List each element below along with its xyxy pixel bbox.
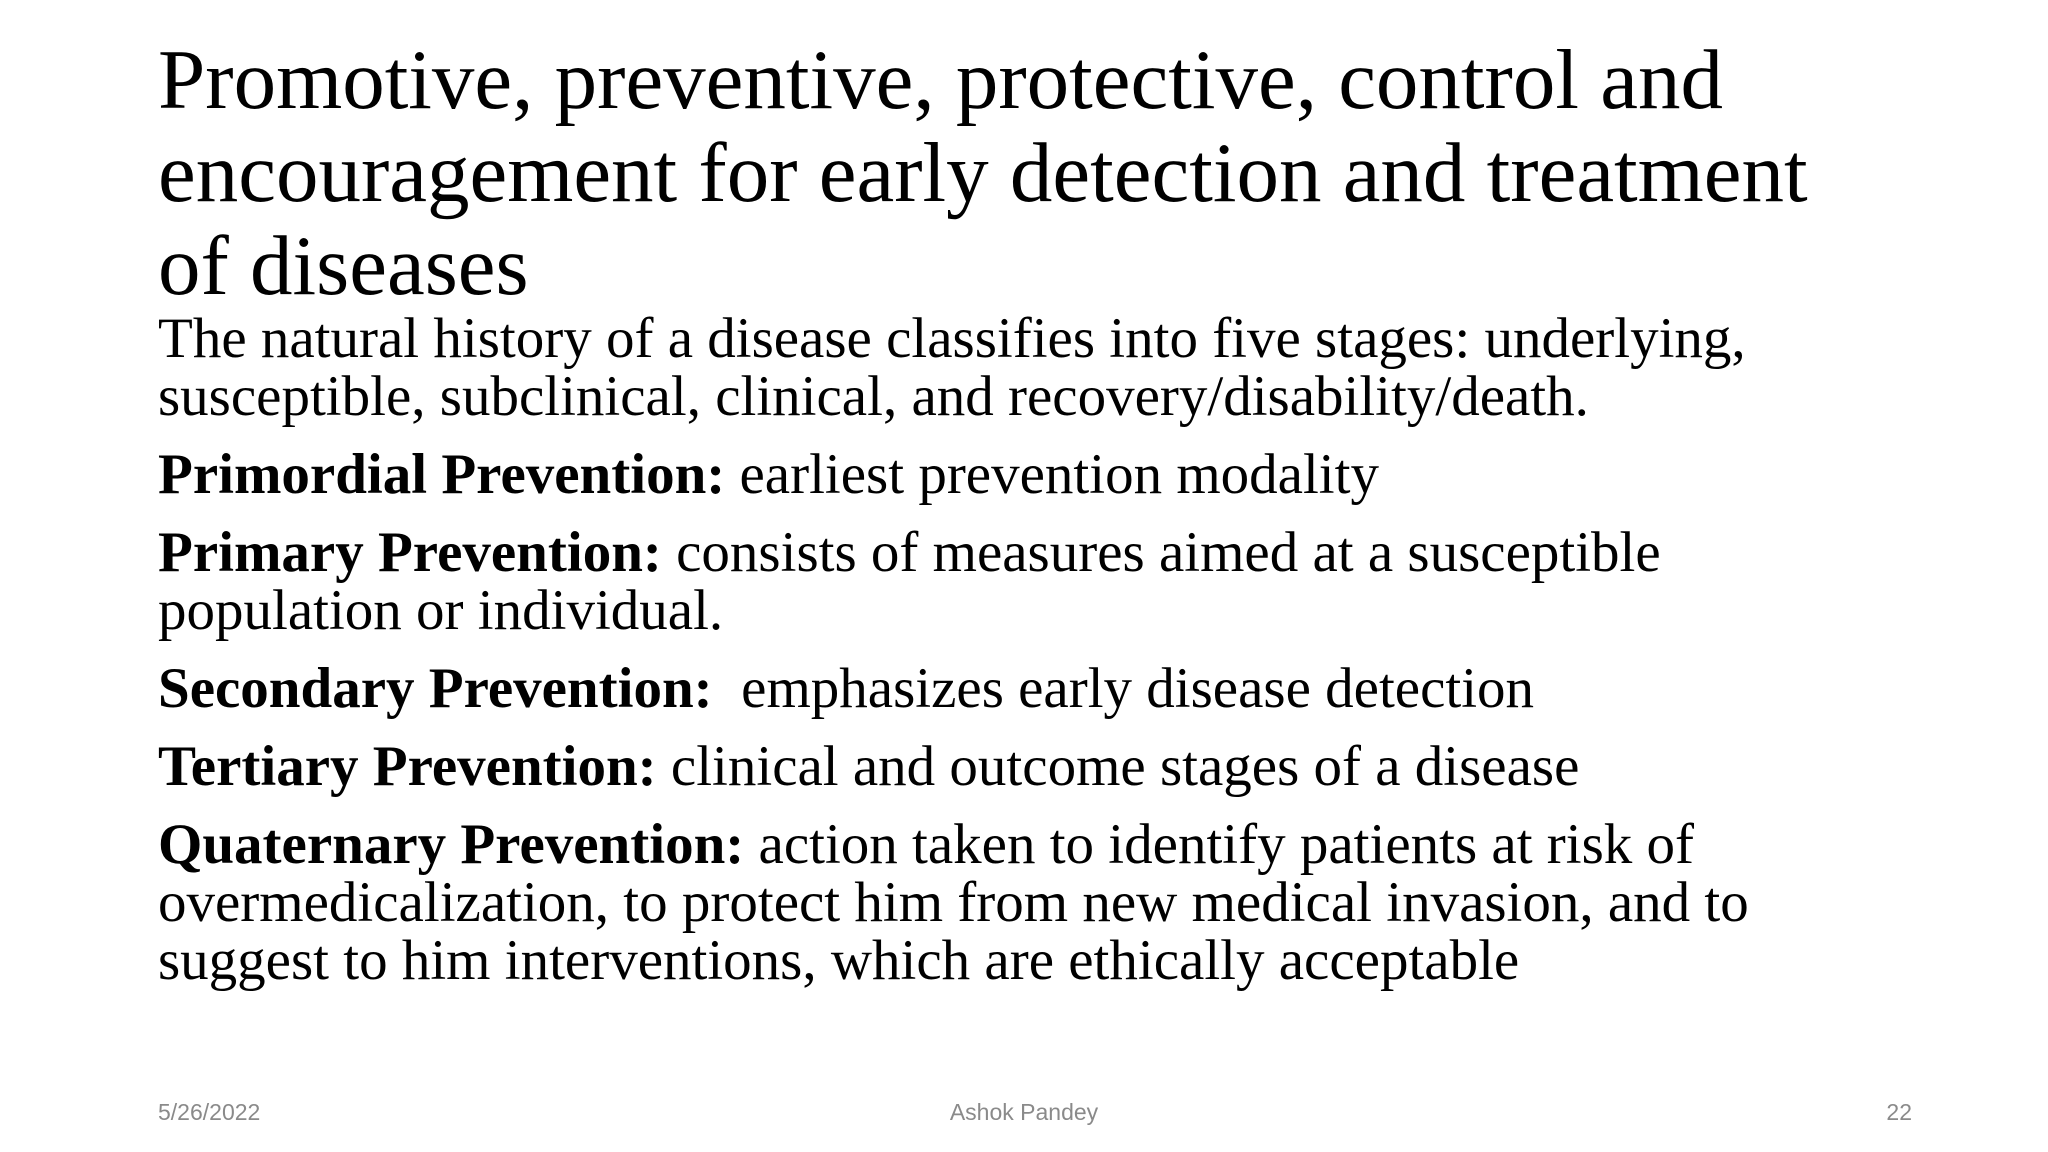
quaternary-prevention-item: [158, 813, 1898, 992]
item-text: clinical and outcome stages of a disease: [656, 735, 1580, 798]
item-term: Secondary Prevention:: [158, 657, 713, 720]
secondary-prevention-item: [158, 657, 1898, 720]
item-term: Quaternary Prevention:: [158, 813, 745, 876]
primary-prevention-item: [158, 521, 1898, 642]
primordial-prevention-item: [158, 443, 1898, 506]
item-term: Tertiary Prevention:: [158, 735, 657, 798]
slide-title: Promotive, preventive, protective, control and encouragement for early detection and treatment of diseases: [158, 33, 1808, 313]
item-text: earliest prevention modality: [725, 443, 1379, 506]
item-term: Primordial Prevention:: [158, 443, 726, 506]
footer-date: 5/26/2022: [158, 1099, 261, 1125]
footer-author: Ashok Pandey: [949, 1099, 1099, 1125]
slide-body: [158, 307, 1898, 1010]
item-text: action taken to identify patients at risk of overmedicalization, to protect him from new medical invasion, and to suggest to him interventions, which are ethically acceptable: [158, 813, 1749, 992]
intro-paragraph: The natural history of a disease classifies into five stages: underlying, susceptible, subclinical, clinical, and recovery/disability/death.: [158, 307, 1746, 428]
item-text: emphasizes early disease detection: [712, 657, 1535, 720]
page-number: 22: [1886, 1099, 1912, 1125]
item-term: Primary Prevention:: [158, 521, 662, 584]
tertiary-prevention-item: [158, 735, 1898, 798]
item-text: consists of measures aimed at a susceptible population or individual.: [158, 521, 1661, 642]
